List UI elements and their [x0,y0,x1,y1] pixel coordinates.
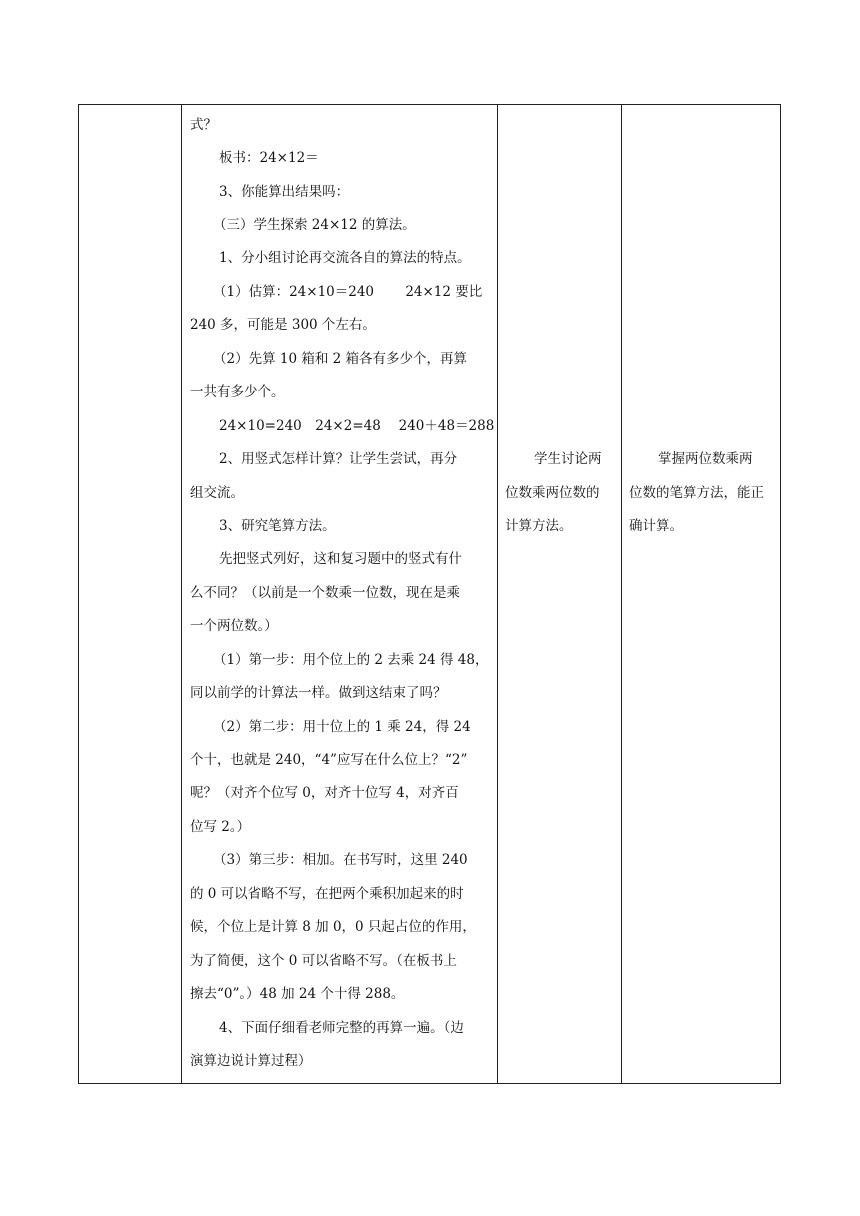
text-line: 3、你能算出结果吗： [219,184,350,200]
text-line: 先把竖式列好，这和复习题中的竖式有什 [219,551,462,567]
student-line: 学生讨论两 [534,451,602,467]
lesson-table [78,104,781,1084]
text-line: 4、下面仔细看老师完整的再算一遍。（边 [219,1020,464,1036]
text-line: 240 多，可能是 300 个左右。 [190,317,376,333]
text-line: （三）学生探索 24×12 的算法。 [213,217,416,233]
text-line: 个十，也就是 240，“4”应写在什么位上？“2” [190,752,468,768]
text-line: 组交流。 [190,485,244,501]
student-line: 计算方法。 [505,518,573,534]
text-line: （1）估算：24×10＝240 24×12 要比 [213,284,483,300]
text-line: 擦去“0”。）48 加 24 个十得 288。 [190,986,405,1002]
text-line: 呢？（对齐个位写 0，对齐十位写 4，对齐百 [190,785,459,801]
column-divider [181,105,182,1083]
text-line: 24×10=240 24×2=48 240＋48＝288 [219,418,495,434]
student-line: 位数乘两位数的 [505,485,600,501]
text-line: 式？ [190,117,217,133]
text-line: 一共有多少个。 [190,384,285,400]
text-line: （2）第二步：用十位上的 1 乘 24，得 24 [213,719,471,735]
text-line: 3、研究笔算方法。 [219,518,336,534]
blank-column [79,105,181,1083]
text-line: 位写 2。） [190,819,251,835]
text-line: 演算边说计算过程） [190,1053,312,1069]
text-line: 的 0 可以省略不写，在把两个乘积加起来的时 [190,886,464,902]
text-line: （1）第一步：用个位上的 2 去乘 24 得 48， [213,652,489,668]
text-line: （3）第三步：相加。在书写时，这里 240 [213,852,468,868]
design-intent-cell [622,105,780,1083]
teaching-process-cell [183,105,503,1083]
text-line: 同以前学的计算法一样。做到这结束了吗？ [190,685,447,701]
goal-line: 掌握两位数乘两 [658,451,753,467]
text-line: 2、用竖式怎样计算？让学生尝试，再分 [219,451,458,467]
goal-line: 位数的笔算方法，能正 [629,485,764,501]
student-activity-cell [498,105,621,1083]
text-line: 么不同？（以前是一个数乘一位数，现在是乘 [190,585,460,601]
goal-line: 确计算。 [629,518,683,534]
text-line: （2）先算 10 箱和 2 箱各有多少个，再算 [213,351,468,367]
text-line: 为了简便，这个 0 可以省略不写。（在板书上 [190,953,457,969]
text-line: 1、分小组讨论再交流各自的算法的特点。 [219,250,471,266]
text-line: 板书：24×12＝ [219,150,319,166]
text-line: 一个两位数。） [190,618,278,634]
text-line: 候，个位上是计算 8 加 0，0 只起占位的作用， [190,919,476,935]
